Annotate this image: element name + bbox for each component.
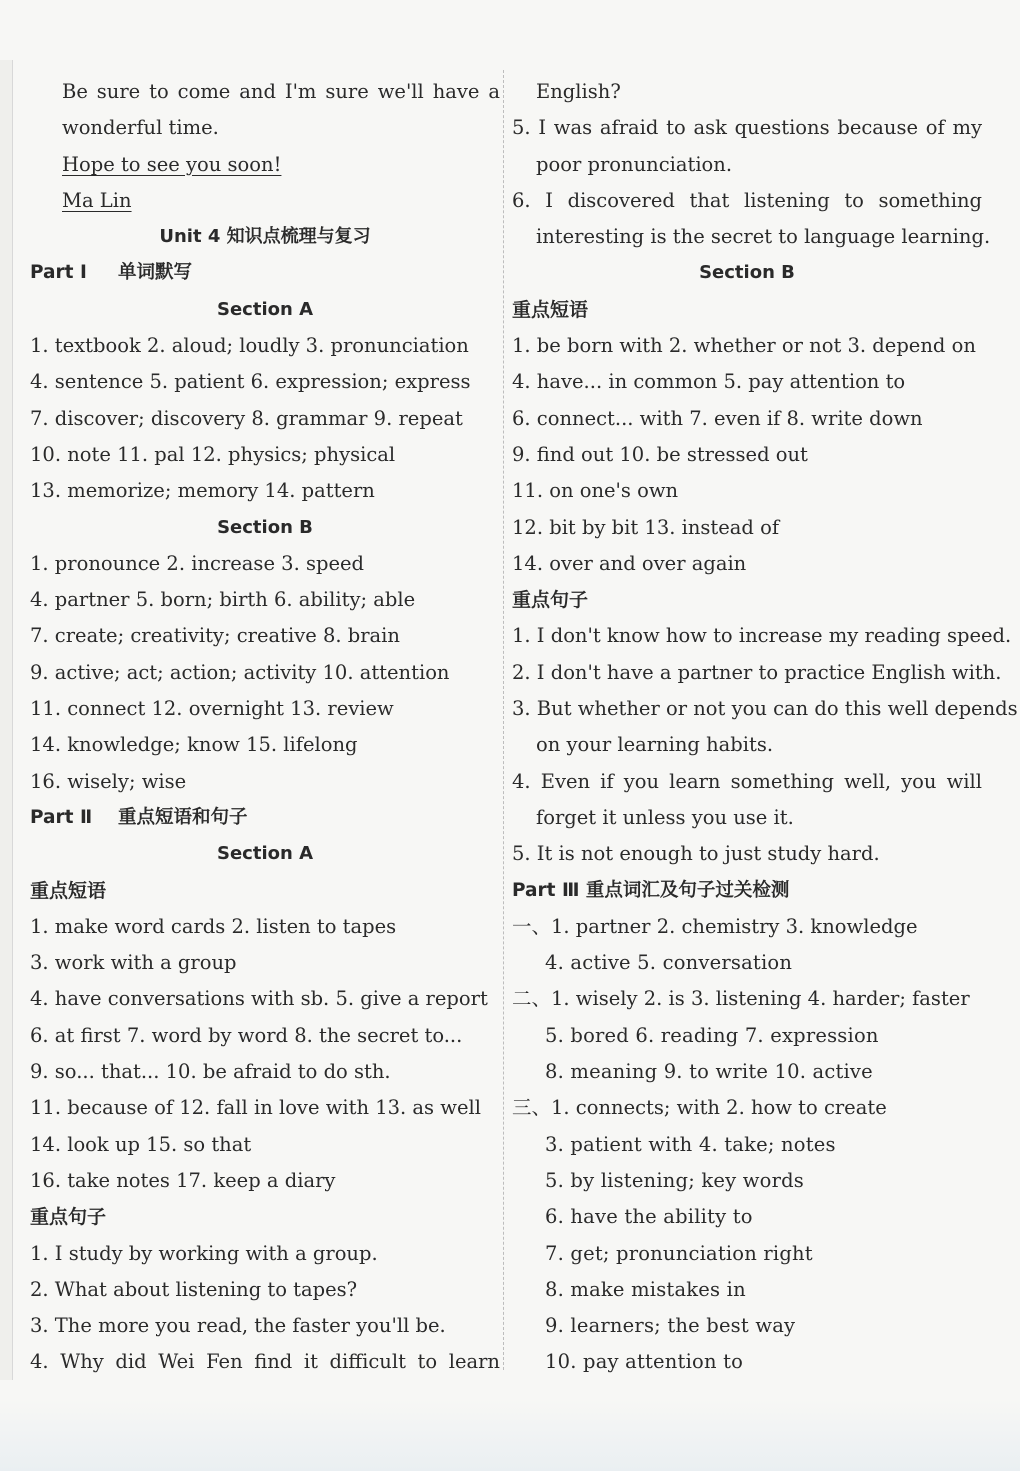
answer-line: 1. pronounce 2. increase 3. speed: [30, 551, 365, 575]
part-heading: Part Ⅲ 重点词汇及句子过关检测: [512, 879, 790, 901]
letter-line: Be sure to come and I'm sure we'll have a: [62, 80, 500, 103]
part-heading: Part Ⅰ 单词默写: [30, 262, 193, 284]
letter-line: wonderful time.: [62, 116, 219, 140]
left-column: [30, 74, 500, 1381]
answer-line: 1. make word cards 2. listen to tapes: [30, 914, 397, 938]
answer-line: 8. make mistakes in: [545, 1277, 746, 1301]
answer-line: 4. Why did Wei Fen find it difficult to learn: [30, 1350, 500, 1374]
section-heading: Section B: [699, 262, 795, 284]
answer-line: forget it unless you use it.: [536, 805, 794, 829]
answer-line: poor pronunciation.: [536, 152, 733, 176]
answer-line: 8. meaning 9. to write 10. active: [545, 1060, 873, 1084]
answer-line: 13. memorize; memory 14. pattern: [30, 479, 375, 503]
part-heading: Part Ⅱ 重点短语和句子: [30, 806, 248, 828]
answer-line: 一、1. partner 2. chemistry 3. knowledge: [512, 914, 918, 938]
answer-line: 5. bored 6. reading 7. expression: [545, 1023, 879, 1047]
answer-line: 9. find out 10. be stressed out: [512, 442, 808, 466]
answer-line: 12. bit by bit 13. instead of: [512, 515, 780, 539]
answer-line: 3. work with a group: [30, 951, 237, 975]
answer-line: 6. have the ability to: [545, 1205, 753, 1229]
answer-line: 5. by listening; key words: [545, 1168, 804, 1192]
section-heading: Section B: [217, 516, 313, 538]
answer-line: on your learning habits.: [536, 733, 774, 757]
answer-line: 7. discover; discovery 8. grammar 9. repeat: [30, 406, 463, 430]
answer-line: 14. over and over again: [512, 551, 747, 575]
answer-line: 7. get; pronunciation right: [545, 1241, 813, 1265]
answer-line: 3. But whether or not you can do this well depends: [512, 697, 1018, 721]
answer-line: 16. take notes 17. keep a diary: [30, 1168, 336, 1192]
answer-line: 二、1. wisely 2. is 3. listening 4. harder; faster: [512, 987, 970, 1011]
answer-line: 9. so... that... 10. be afraid to do sth.: [30, 1060, 391, 1084]
answer-line: 4. active 5. conversation: [545, 951, 793, 975]
answer-line: 1. textbook 2. aloud; loudly 3. pronunciation: [30, 334, 469, 358]
answer-line: 6. I discovered that listening to something: [512, 188, 982, 212]
answer-line: 9. active; act; action; activity 10. attention: [30, 660, 450, 684]
letter-signature: Ma Lin: [62, 188, 132, 212]
subsection-heading: 重点短语: [30, 879, 107, 902]
column-divider: [503, 70, 504, 1370]
answer-line: 3. patient with 4. take; notes: [545, 1132, 836, 1156]
answer-line: 4. sentence 5. patient 6. expression; express: [30, 370, 471, 394]
answer-line: 11. because of 12. fall in love with 13. as well: [30, 1096, 481, 1120]
unit-title: Unit 4 知识点梳理与复习: [159, 226, 371, 248]
answer-line: 11. on one's own: [512, 479, 679, 503]
answer-line: 14. look up 15. so that: [30, 1132, 252, 1156]
answer-line: 11. connect 12. overnight 13. review: [30, 697, 394, 721]
answer-line: 5. I was afraid to ask questions because of my: [512, 116, 982, 140]
answer-line: 三、1. connects; with 2. how to create: [512, 1096, 887, 1120]
section-heading: Section A: [217, 843, 313, 865]
answer-line: 7. create; creativity; creative 8. brain: [30, 624, 400, 648]
letter-closing: Hope to see you soon!: [62, 152, 282, 176]
answer-line: 5. It is not enough to just study hard.: [512, 842, 880, 866]
answer-line: 6. at first 7. word by word 8. the secret to...: [30, 1023, 463, 1047]
answer-line: 2. What about listening to tapes?: [30, 1277, 358, 1301]
page-bottom-shadow: [0, 1400, 1020, 1471]
answer-line: 4. have conversations with sb. 5. give a report: [30, 987, 488, 1011]
subsection-heading: 重点句子: [512, 589, 589, 612]
answer-line: 14. knowledge; know 15. lifelong: [30, 733, 358, 757]
answer-line: 6. connect... with 7. even if 8. write down: [512, 406, 923, 430]
answer-line: 1. I don't know how to increase my reading speed.: [512, 624, 1012, 648]
answer-line: interesting is the secret to language learning.: [536, 225, 991, 249]
answer-line: 4. have... in common 5. pay attention to: [512, 370, 906, 394]
answer-line: 4. Even if you learn something well, you will: [512, 769, 982, 793]
answer-line: 10. note 11. pal 12. physics; physical: [30, 442, 396, 466]
answer-line: 16. wisely; wise: [30, 769, 187, 793]
right-column: [512, 74, 1018, 1381]
answer-line: 2. I don't have a partner to practice English with.: [512, 660, 1002, 684]
subsection-heading: 重点句子: [30, 1206, 107, 1229]
answer-line: 9. learners; the best way: [545, 1314, 796, 1338]
answer-line: 1. be born with 2. whether or not 3. depend on: [512, 334, 976, 358]
answer-line: 3. The more you read, the faster you'll be.: [30, 1314, 446, 1338]
answer-line: English?: [536, 80, 621, 103]
section-heading: Section A: [217, 298, 313, 320]
answer-line: 10. pay attention to: [545, 1350, 744, 1374]
answer-line: 1. I study by working with a group.: [30, 1241, 378, 1265]
page-spine-edge: [0, 60, 13, 1380]
subsection-heading: 重点短语: [512, 298, 589, 321]
answer-line: 4. partner 5. born; birth 6. ability; able: [30, 588, 416, 612]
